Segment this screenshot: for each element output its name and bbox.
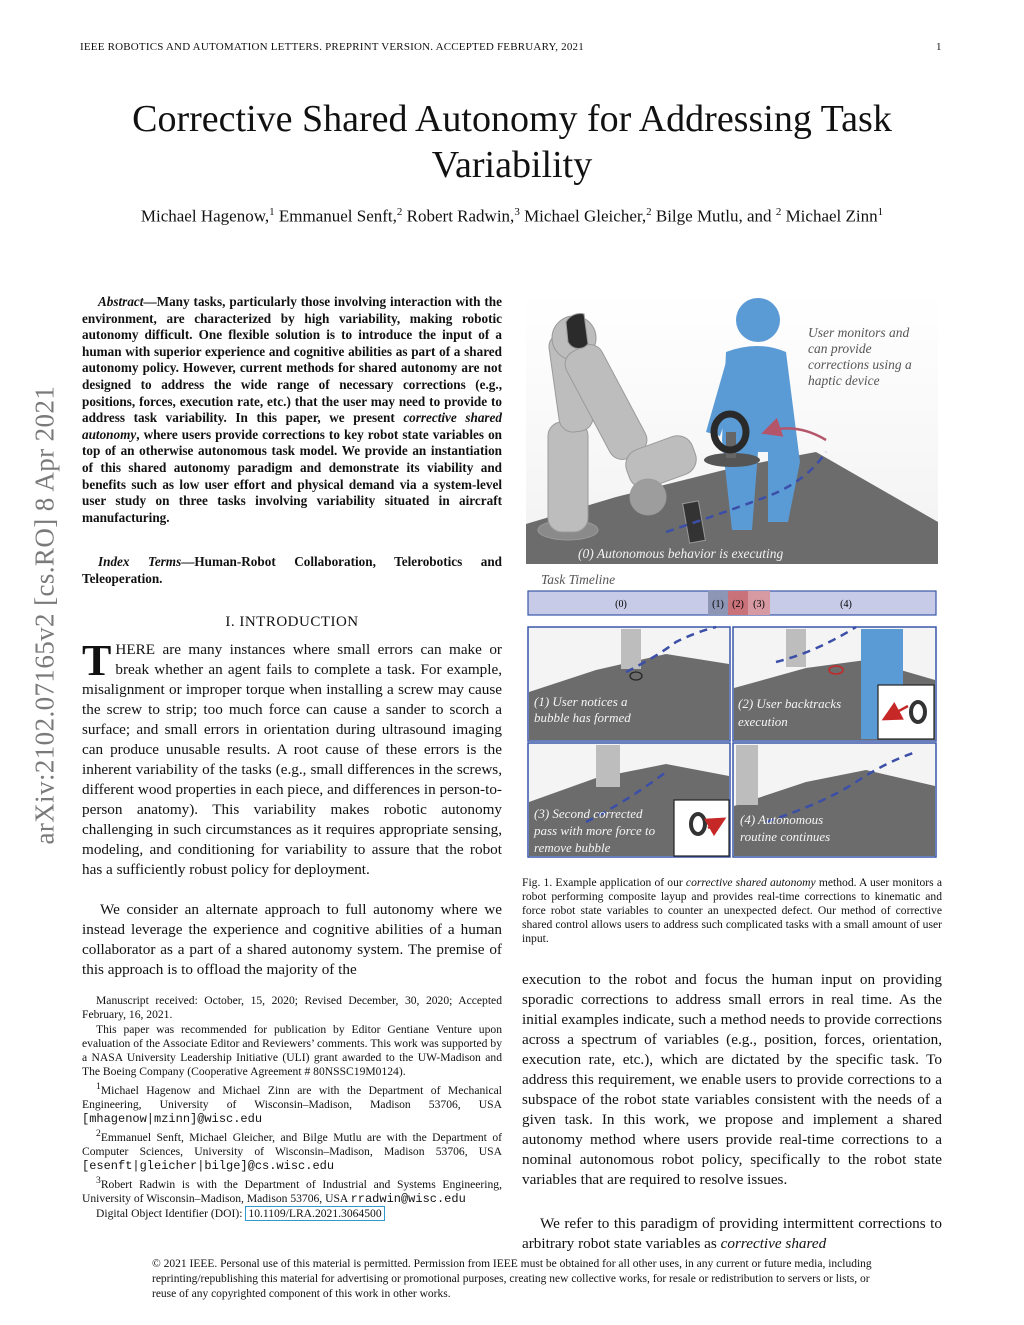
footnote-mark: 3 — [96, 1174, 101, 1186]
footnote-text: Michael Hagenow and Michael Zinn are with the Department of Mechanical Engineering, University of Wisconsin–Madison, Madison 53706, USA — [82, 1083, 502, 1111]
figure-caption — [522, 876, 942, 946]
intro-text: HERE are many instances where small errors can make or break whether an agent fails to complete a task. For example, misalignment or improper torque when installing a screw may cause the screw to strip; too much force can cause a sander to scorch a surface; and small errors in orientation during ultrasound imaging can produce unusable results. A root cause of these errors is the inherent variability of the tasks (e.g., small differences in the screws, different wood properties in each piece, and differences in person-to-person anatomy). This variability makes robotic autonomy challenging in such circumstances as it requires appropriate sensing, modeling, and conditioning for variability to assure that the robot has a sufficiently robust policy for deployment. — [82, 641, 502, 878]
abstract-text: , where users provide corrections to key robot state variables on top of an otherwise autonomous task model. We provide an instantiation of this shared autonomy paradigm and demonstrate its viability and benefits such as low user effort and physical demand via a system-level user study on three tasks involving variability situated in aircraft manufacturing. — [82, 426, 502, 525]
footnote-3 — [82, 1174, 502, 1206]
doi-link[interactable]: 10.1109/LRA.2021.3064500 — [245, 1206, 384, 1221]
caption-label: Fig. 1. — [522, 876, 553, 889]
email: rradwin@wisc.edu — [350, 1191, 466, 1206]
panel-1 — [528, 627, 730, 741]
copyright-notice: © 2021 IEEE. Personal use of this material is permitted. Permission from IEEE must be obtained for all other uses, in any current or future media, including reprinting/republishing this material for advertising or promotional purposes, creating new collective works, for resale or redistribution to servers or lists, or reuse of any copyrighted component of this work in other works. — [152, 1258, 872, 1300]
panel-label-line: (3) Second corrected — [534, 806, 643, 821]
timeline-label: (2) — [732, 599, 744, 610]
user-label-line: corrections using a — [808, 357, 912, 372]
footnote-editor: This paper was recommended for publication by Editor Gentiane Venture upon evaluation of the Associate Editor and Reviewers’ comments. This work was supported by a NASA University Leadership Initiative (ULI) grant awarded to the UW-Madison and The Boeing Company (Cooperative Agreement # 80NSSC19M0124). — [82, 1023, 502, 1078]
user-label-line: can provide — [808, 341, 872, 356]
abstract — [82, 294, 502, 526]
author: Bilge Mutlu, and — [651, 206, 776, 226]
author: Michael Hagenow, — [140, 206, 270, 226]
footnote-mark: 2 — [96, 1127, 101, 1139]
intro-paragraph-2: We consider an alternate approach to full autonomy where we instead leverage the experience and cognitive abilities of a human collaborator as a part of a shared autonomy system. The premise of this approach is to offload the majority of the — [82, 901, 502, 978]
affil-mark: 1 — [877, 206, 884, 218]
panel-1-label — [534, 694, 631, 725]
timeline-label: (0) — [615, 599, 627, 610]
email: [mhagenow|mzinn]@wisc.edu — [82, 1111, 263, 1126]
panel-label-line: pass with more force to — [534, 823, 656, 838]
index-terms-label: Index Terms — [98, 554, 182, 569]
paper-title: Corrective Shared Autonomy for Addressing Task Variability — [132, 98, 892, 186]
abstract-emphasis: corrective shared autonomy — [82, 410, 502, 442]
paragraph-text: We refer to this paradigm of providing intermittent corrections to arbitrary robot state variables as — [522, 1215, 942, 1252]
caption-text: Example application of our — [552, 876, 686, 889]
affil-mark: 2 — [396, 206, 403, 218]
panel-label-line: (1) User notices a — [534, 694, 628, 709]
inset-haptic-3 — [674, 800, 729, 856]
figure-1 — [526, 292, 938, 866]
right-paragraph-1: execution to the robot and focus the human input on providing sporadic corrections to address small errors in real time. As the initial examples indicate, such a method needs to provide corrections across a spectrum of variables (e.g., position, forces, orientation, execution rate, etc.), which are dictated by the specific task. To address this requirement, we enable users to provide corrections to a subspace of the robot state variables consistent with the needs of a given task. In this work, we propose and implement a shared autonomy method where users provide real-time corrections to a nominal autonomous robot policy, specifically to the robot state variables that are required to resolve issues. — [522, 971, 942, 1188]
footnote-text: Emmanuel Senft, Michael Gleicher, and Bilge Mutlu are with the Department of Computer Sciences, University of Wisconsin–Madison, Madison 53706, USA — [82, 1130, 502, 1158]
caption-text: method. A user monitors a robot performing composite layup and provides real-time corrections to kinematic and force robot state variables to counter an unexpected defect. Our method of corrective shared control allows users to address such complicated tasks with a small amount of user input. — [522, 876, 942, 945]
author: Michael Gleicher, — [519, 206, 647, 226]
author: Robert Radwin, — [402, 206, 515, 226]
timeline-label: (3) — [753, 599, 765, 610]
affil-mark: 2 — [775, 206, 782, 218]
task-timeline — [528, 591, 936, 615]
footnote-1 — [82, 1080, 502, 1126]
author: Michael Zinn — [781, 206, 878, 226]
panel-4 — [733, 743, 936, 857]
author: Emmanuel Senft, — [274, 206, 397, 226]
abstract-label: Abstract — [98, 294, 144, 309]
user-label-line: User monitors and — [808, 325, 910, 340]
autonomous-label: (0) Autonomous behavior is executing — [578, 546, 784, 561]
drop-cap: T — [82, 636, 112, 685]
doi-line — [82, 1207, 502, 1221]
running-head: IEEE ROBOTICS AND AUTOMATION LETTERS. PREPRINT VERSION. ACCEPTED FEBRUARY, 2021 — [80, 41, 584, 53]
index-terms-text: —Human-Robot Collaboration, Telerobotics and Teleoperation. — [82, 554, 502, 586]
paragraph-emphasis: corrective shared — [720, 1235, 827, 1252]
timeline-title: Task Timeline — [541, 572, 616, 587]
timeline-label: (1) — [712, 599, 724, 610]
index-terms — [82, 554, 502, 587]
author-list — [60, 206, 964, 227]
main-scene — [526, 292, 938, 564]
affil-mark: 3 — [514, 206, 520, 218]
footnote-mark: 1 — [96, 1081, 101, 1092]
footnote-text: Robert Radwin is with the Department of Industrial and Systems Engineering, University of Wisconsin–Madison, Madison 53706, USA — [82, 1177, 502, 1205]
panel-label-line: (2) User backtracks — [738, 696, 842, 711]
abstract-text: —Many tasks, particularly those involving interaction with the environment, are characterized by high variability, making robotic autonomy difficult. One flexible solution is to introduce the input of a human with superior experience and cognitive abilities as part of a shared autonomy policy. However, current methods for shared autonomy are not designed to address the wide range of necessary corrections (e.g., positions, forces, execution rate, etc.) that the user may need to provide to address task variability. In this paper, we present — [82, 294, 502, 426]
email: [esenft|gleicher|bilge]@cs.wisc.edu — [82, 1158, 335, 1173]
affil-mark: 1 — [269, 206, 275, 218]
footnote-2 — [82, 1127, 502, 1173]
timeline-label: (4) — [840, 599, 852, 610]
panel-label-line: routine continues — [740, 829, 831, 844]
panel-label-line: (4) Autonomous — [740, 812, 824, 827]
panel-2 — [733, 627, 936, 741]
panel-label-line: bubble has formed — [534, 710, 631, 725]
section-heading: I. INTRODUCTION — [225, 614, 359, 630]
intro-paragraph — [82, 636, 502, 880]
doi-label: Digital Object Identifier (DOI): — [96, 1206, 246, 1220]
panel-label-line: remove bubble — [534, 840, 611, 855]
panel-label-line: execution — [738, 714, 788, 729]
right-paragraph-2 — [522, 1214, 942, 1254]
footnotes — [82, 994, 502, 1222]
user-label-line: haptic device — [808, 373, 880, 388]
caption-emphasis: corrective shared autonomy — [685, 876, 816, 889]
affil-mark: 2 — [646, 206, 652, 218]
page-number: 1 — [936, 41, 942, 53]
panel-3 — [528, 743, 730, 857]
footnote-received: Manuscript received: October, 15, 2020; Revised December, 30, 2020; Accepted February, 16, 2021. — [82, 994, 502, 1021]
arxiv-stamp: arXiv:2102.07165v2 [cs.RO] 8 Apr 2021 — [29, 385, 60, 845]
